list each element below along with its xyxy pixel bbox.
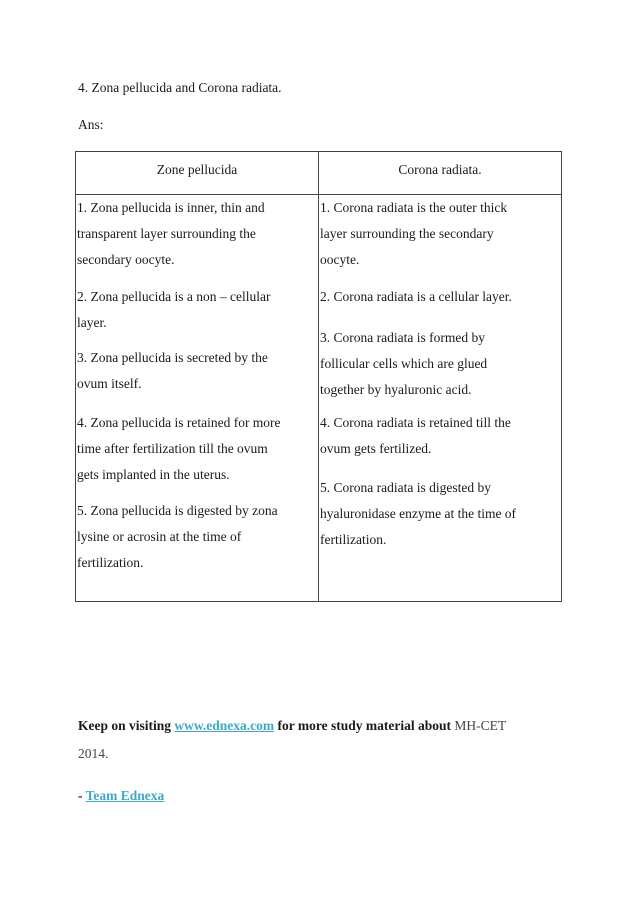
zona-point-4: 4. Zona pellucida is retained for more time after fertilization till the ovum gets implanted in the uterus. [77,415,281,482]
team-dash: - [78,788,86,803]
corona-point-1: 1. Corona radiata is the outer thick layer surrounding the secondary oocyte. [320,200,508,267]
table-body-row [76,195,562,602]
corona-point-2: 2. Corona radiata is a cellular layer. [320,289,512,304]
corona-radiata-cell [319,195,562,602]
zona-pellucida-cell [76,195,319,602]
comparison-table [75,151,562,602]
zona-point-1: 1. Zona pellucida is inner, thin and transparent layer surrounding the secondary oocyte. [77,200,265,267]
zona-point-5: 5. Zona pellucida is digested by zona lysine or acrosin at the time of fertilization. [77,503,278,570]
footer-year: 2014. [78,746,109,761]
header-zona-pellucida: Zone pellucida [76,152,319,195]
team-signature [78,788,164,804]
team-ednexa-link[interactable]: Team Ednexa [85,788,165,803]
corona-point-4: 4. Corona radiata is retained till the ovum gets fertilized. [320,415,511,456]
header-corona-radiata: Corona radiata. [319,152,562,195]
corona-point-3: 3. Corona radiata is formed by follicular cells which are glued together by hyaluronic acid. [320,330,488,397]
question-heading: 4. Zona pellucida and Corona radiata. [78,80,282,95]
footer-prefix: Keep on visiting [78,718,175,733]
corona-point-5: 5. Corona radiata is digested by hyaluronidase enzyme at the time of fertilization. [320,480,517,547]
table-header-row [76,152,562,195]
footer-exam-name: MH-CET [454,718,507,733]
footer-suffix: for more study material about [274,718,455,733]
ednexa-website-link[interactable]: www.ednexa.com [174,718,275,733]
footer-visit-line [78,718,506,734]
answer-label: Ans: [78,117,104,132]
zona-point-3: 3. Zona pellucida is secreted by the ovum itself. [77,350,268,391]
zona-point-2: 2. Zona pellucida is a non – cellular layer. [77,289,271,330]
